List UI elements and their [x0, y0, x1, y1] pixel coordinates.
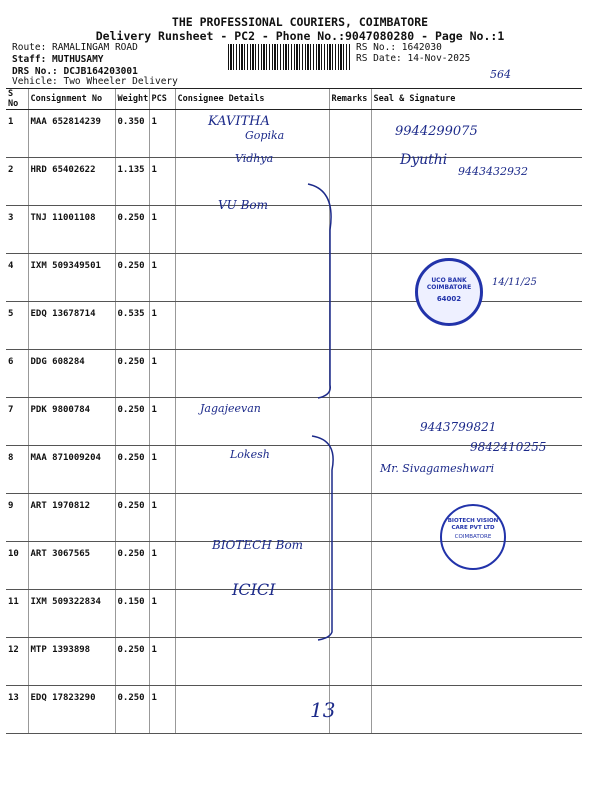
- table-row: [6, 686, 582, 734]
- cell-pcs: 1: [149, 254, 175, 302]
- rs-date: RS Date: 14-Nov-2025: [356, 53, 471, 64]
- company-title: THE PROFESSIONAL COURIERS, COIMBATORE: [171, 15, 429, 29]
- cell-consignee: [175, 206, 329, 254]
- handwritten-row2-sig: Dyuthi: [400, 152, 448, 168]
- cell-consignment: ART 1970812: [28, 494, 115, 542]
- cell-signature: [371, 590, 582, 638]
- cell-sno: 7: [6, 398, 28, 446]
- cell-pcs: 1: [149, 206, 175, 254]
- cell-sno: 3: [6, 206, 28, 254]
- cell-pcs: 1: [149, 110, 175, 158]
- vehicle-label: Vehicle: Two Wheeler Delivery: [12, 76, 178, 87]
- cell-consignment: EDQ 17823290: [28, 686, 115, 734]
- cell-remarks: [329, 638, 371, 686]
- cell-signature: [371, 686, 582, 734]
- cell-consignee: [175, 638, 329, 686]
- cell-weight: 0.350: [115, 110, 149, 158]
- handwritten-row3-name: VU Bom: [218, 198, 269, 212]
- cell-consignee: [175, 686, 329, 734]
- table-row: [6, 302, 582, 350]
- cell-sno: 11: [6, 590, 28, 638]
- handwritten-kavitha: KAVITHA: [208, 114, 270, 129]
- cell-weight: 0.250: [115, 350, 149, 398]
- cell-consignee: [175, 350, 329, 398]
- cell-sno: 8: [6, 446, 28, 494]
- cell-pcs: 1: [149, 398, 175, 446]
- cell-sno: 2: [6, 158, 28, 206]
- handwritten-row12-name: ICICI: [232, 580, 276, 599]
- cell-weight: 0.250: [115, 254, 149, 302]
- cell-sno: 13: [6, 686, 28, 734]
- cell-consignee: [175, 302, 329, 350]
- cell-consignment: MAA 871009204: [28, 446, 115, 494]
- handwritten-row2-phone: 9443432932: [458, 165, 528, 178]
- cell-consignment: IXM 509322834: [28, 590, 115, 638]
- cell-weight: 0.250: [115, 206, 149, 254]
- cell-pcs: 1: [149, 590, 175, 638]
- drs-label: DRS No.: DCJB164203001: [12, 66, 138, 77]
- handwritten-row9-name: Lokesh: [230, 448, 270, 461]
- cell-pcs: 1: [149, 638, 175, 686]
- table-header: [6, 89, 582, 110]
- rs-number: RS No.: 1642030: [356, 42, 442, 53]
- bank-seal-stamp: [415, 258, 483, 326]
- cell-consignment: EDQ 13678714: [28, 302, 115, 350]
- bank-seal-text: UCO BANK COIMBATORE: [426, 277, 472, 291]
- table-row: [6, 350, 582, 398]
- table-row: [6, 206, 582, 254]
- cell-remarks: [329, 158, 371, 206]
- route-label: Route: RAMALINGAM ROAD: [12, 42, 138, 53]
- col-signature: Seal & Signature: [371, 89, 582, 110]
- table-row: [6, 110, 582, 158]
- cell-weight: 0.250: [115, 494, 149, 542]
- runsheet-subtitle: Delivery Runsheet - PC2 - Phone No.:9047080280 - Page No.:1: [95, 29, 505, 43]
- cell-pcs: 1: [149, 686, 175, 734]
- handwritten-row9-sig: Mr. Sivagameshwari: [380, 462, 495, 475]
- cell-remarks: [329, 110, 371, 158]
- handwritten-row1-phone: 9944299075: [395, 124, 478, 139]
- cell-remarks: [329, 542, 371, 590]
- cell-weight: 0.250: [115, 446, 149, 494]
- cell-remarks: [329, 494, 371, 542]
- cell-pcs: 1: [149, 350, 175, 398]
- cell-remarks: [329, 446, 371, 494]
- cell-sno: 5: [6, 302, 28, 350]
- cell-remarks: [329, 590, 371, 638]
- cell-weight: 0.150: [115, 590, 149, 638]
- barcode: [228, 44, 350, 70]
- cell-remarks: [329, 350, 371, 398]
- cell-consignment: TNJ 11001108: [28, 206, 115, 254]
- handwritten-row9-phone: 9842410255: [470, 440, 547, 454]
- cell-consignment: DDG 608284: [28, 350, 115, 398]
- col-sno: S No: [6, 89, 28, 110]
- handwritten-row11-name: BIOTECH Bom: [212, 538, 304, 552]
- cell-weight: 0.535: [115, 302, 149, 350]
- cell-consignment: MTP 1393898: [28, 638, 115, 686]
- cell-pcs: 1: [149, 302, 175, 350]
- bank-seal-code: 64002: [436, 295, 462, 303]
- cell-remarks: [329, 254, 371, 302]
- cell-remarks: [329, 398, 371, 446]
- col-remarks: Remarks: [329, 89, 371, 110]
- biotech-seal-text: BIOTECH VISION CARE PVT LTD: [447, 518, 499, 531]
- cell-sno: 9: [6, 494, 28, 542]
- staff-label: Staff: MUTHUSAMY: [12, 54, 104, 65]
- table-row: [6, 590, 582, 638]
- cell-pcs: 1: [149, 158, 175, 206]
- cell-sno: 12: [6, 638, 28, 686]
- cell-signature: [371, 350, 582, 398]
- cell-pcs: 1: [149, 542, 175, 590]
- cell-sno: 6: [6, 350, 28, 398]
- handwritten-row8-name: Jagajeevan: [200, 402, 261, 415]
- cell-consignment: HRD 65402622: [28, 158, 115, 206]
- col-consignment: Consignment No: [28, 89, 115, 110]
- cell-remarks: [329, 206, 371, 254]
- runsheet-table: [6, 88, 582, 734]
- cell-weight: 0.250: [115, 398, 149, 446]
- table-row: [6, 638, 582, 686]
- handwritten-row5-date: 14/11/25: [492, 277, 537, 288]
- cell-weight: 0.250: [115, 638, 149, 686]
- cell-signature: [371, 638, 582, 686]
- cell-remarks: [329, 302, 371, 350]
- cell-pcs: 1: [149, 494, 175, 542]
- col-weight: Weight: [115, 89, 149, 110]
- handwritten-row1-name: Gopika: [245, 129, 285, 142]
- col-pcs: PCS: [149, 89, 175, 110]
- biotech-seal-city: COIMBATORE: [454, 534, 492, 540]
- col-consignee: Consignee Details: [175, 89, 329, 110]
- cell-signature: [371, 206, 582, 254]
- cell-consignee: [175, 254, 329, 302]
- cell-consignment: PDK 9800784: [28, 398, 115, 446]
- cell-consignment: MAA 652814239: [28, 110, 115, 158]
- cell-consignment: ART 3067565: [28, 542, 115, 590]
- cell-pcs: 1: [149, 446, 175, 494]
- cell-weight: 1.135: [115, 158, 149, 206]
- cell-weight: 0.250: [115, 686, 149, 734]
- handwritten-row2-name: Vidhya: [235, 152, 274, 165]
- cell-weight: 0.250: [115, 542, 149, 590]
- handwritten-total: 13: [310, 698, 336, 722]
- handwritten-page-note: 564: [490, 68, 511, 81]
- cell-sno: 10: [6, 542, 28, 590]
- handwritten-row8-phone: 9443799821: [420, 420, 497, 434]
- cell-consignee: [175, 494, 329, 542]
- cell-sno: 1: [6, 110, 28, 158]
- biotech-seal-stamp: [440, 504, 506, 570]
- cell-sno: 4: [6, 254, 28, 302]
- cell-consignment: IXM 509349501: [28, 254, 115, 302]
